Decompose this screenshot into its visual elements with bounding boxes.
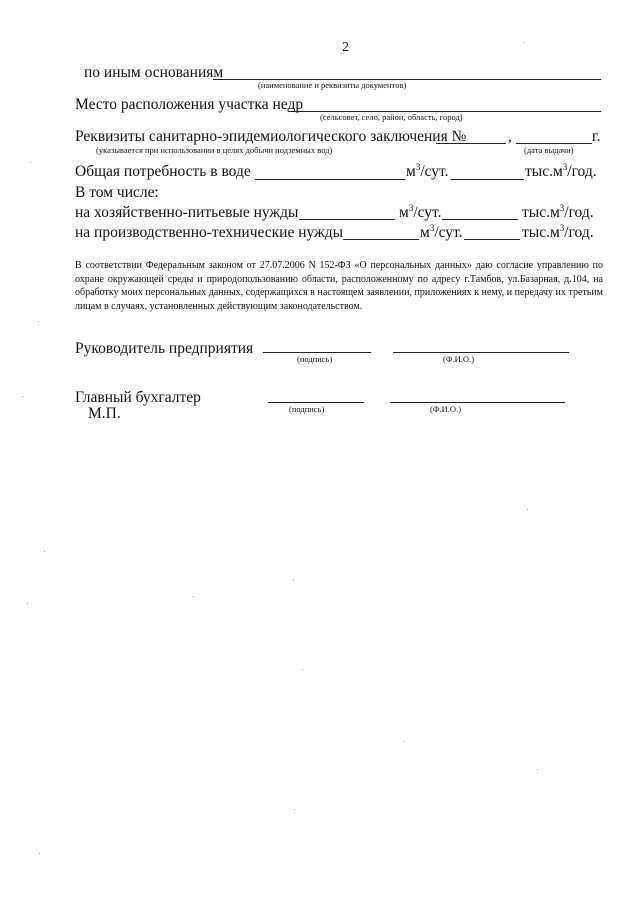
accountant-name-hint: (Ф.И.О.) <box>430 404 462 414</box>
director-signature-field[interactable] <box>263 352 371 353</box>
other-grounds-hint: (наименование и реквизиты документов) <box>258 80 407 90</box>
accountant-name-field[interactable] <box>390 402 565 403</box>
industrial-year-unit: $тыс.м^3$/год. <box>522 223 594 241</box>
sanitary-date-field[interactable] <box>516 143 592 144</box>
household-day-unit: $м^3$/сут. <box>399 203 442 221</box>
scan-speck <box>403 741 404 742</box>
director-name-field[interactable] <box>393 352 569 353</box>
other-grounds-label: по иным основаниям <box>84 64 224 81</box>
total-need-year-field[interactable] <box>451 179 524 180</box>
sanitary-number-field[interactable] <box>436 143 506 144</box>
scan-speck <box>293 579 294 580</box>
total-need-year-unit: $тыс.м^3$/год. <box>525 162 597 180</box>
accountant-signature-field[interactable] <box>268 402 364 403</box>
scan-speck <box>537 769 538 770</box>
sanitary-label: Реквизиты санитарно-эпидемиологического заключения № <box>75 128 467 145</box>
scan-speck <box>38 321 39 322</box>
scan-speck <box>39 853 40 854</box>
total-need-label: Общая потребность в воде <box>75 163 251 180</box>
director-name-hint: (Ф.И.О.) <box>443 354 475 364</box>
scan-speck <box>22 396 23 397</box>
scan-speck <box>30 162 31 163</box>
scan-speck <box>44 551 45 552</box>
sanitary-hint-left: (указывается при использовании в целях добычи подземных вод) <box>96 145 333 155</box>
sanitary-year-suffix: г. <box>592 128 601 145</box>
scan-speck <box>523 42 524 43</box>
accountant-signature-hint: (подпись) <box>289 404 325 414</box>
scan-speck <box>193 596 194 597</box>
industrial-label: на производственно-технические нужды <box>75 224 344 241</box>
sanitary-comma: , <box>508 128 512 145</box>
total-need-day-field[interactable] <box>255 179 405 180</box>
scan-speck <box>27 603 28 604</box>
household-label: на хозяйственно-питьевые нужды <box>75 204 299 221</box>
household-year-field[interactable] <box>442 219 518 220</box>
page-number: 2 <box>342 40 349 55</box>
stamp-label: М.П. <box>88 405 121 422</box>
industrial-year-field[interactable] <box>464 239 520 240</box>
consent-paragraph: В соответствии Федеральным законом от 27.07.2006 N 152-ФЗ «О персональных данных» даю согласие управлению по охране окружающей среды и природопользованию области, расположенному по адресу г.Тамбов, ул.Базарная, д.104, на обработку моих персональных данных, содержащихся в настоящем заявлении, приложениях к нему, и передачу их третьим лицам в случаях, установленных действующим законодательством. <box>75 260 603 312</box>
director-label: Руководитель предприятия <box>75 340 254 357</box>
sanitary-hint-right: (дата выдачи) <box>524 145 574 155</box>
total-need-day-unit: $м^3$/сут. <box>406 162 449 180</box>
industrial-day-field[interactable] <box>343 239 419 240</box>
industrial-day-unit: $м^3$/сут. <box>420 223 463 241</box>
accountant-label: Главный бухгалтер <box>75 389 201 406</box>
location-hint: (сельсовет, село, район, область, город) <box>320 112 463 122</box>
household-year-unit: $тыс.м^3$/год. <box>522 203 594 221</box>
director-signature-hint: (подпись) <box>297 354 333 364</box>
scan-speck <box>302 669 303 670</box>
scan-speck <box>294 809 295 810</box>
including-label: В том числе: <box>75 184 159 201</box>
household-day-field[interactable] <box>299 219 395 220</box>
location-label: Место расположения участка недр <box>75 96 304 113</box>
scan-speck <box>527 509 528 510</box>
